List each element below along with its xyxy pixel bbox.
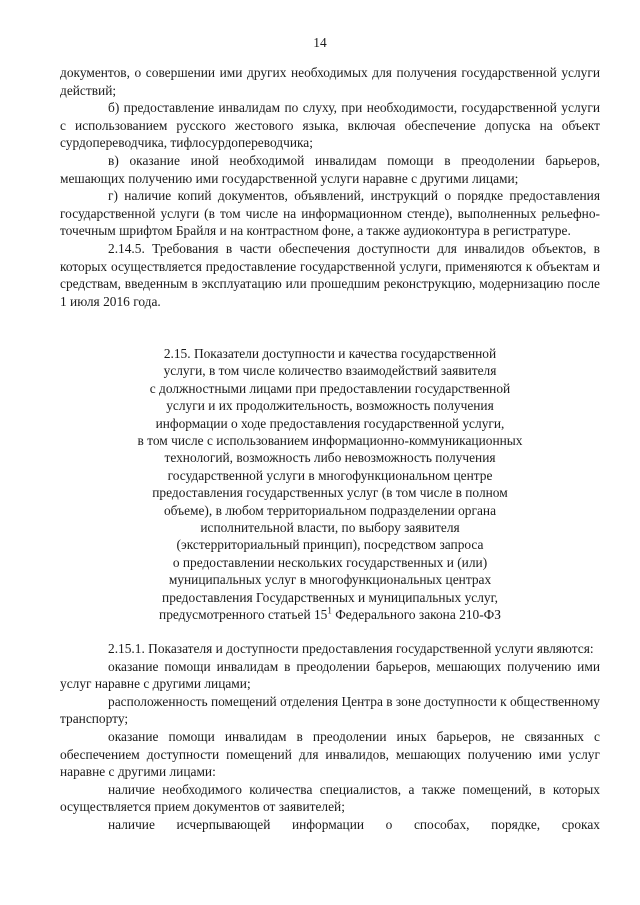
paragraph: наличие необходимого количества специалистов, а также помещений, в которых осуществляется прием документов от заявителей; xyxy=(60,781,600,815)
heading-line: предоставления государственных услуг (в том числе в полном xyxy=(152,485,508,501)
paragraph: г) наличие копий документов, объявлений, инструкций о порядке предоставления государственной услуги (в том числе на информационном стенде), выполненных рельефно-точечным шрифтом Брайля и на контрастном фоне, а также аудиоконтура в регистратуре. xyxy=(60,188,600,239)
paragraph: 2.14.5. Требования в части обеспечения доступности для инвалидов объектов, в которых осуществляется предоставление государственной услуги, применяются к объектам и средствам, введенным в эксплуатацию или прошедшим реконструкцию, модернизацию после 1 июля 2016 года. xyxy=(60,240,600,309)
heading-line: государственной услуги в многофункциональном центре xyxy=(167,467,493,483)
heading-line: технологий, возможность либо невозможность получения xyxy=(164,450,496,466)
heading-line: с должностными лицами при предоставлении государственной xyxy=(149,380,511,396)
paragraph: расположенность помещений отделения Центра в зоне доступности к общественному транспорту; xyxy=(60,693,600,727)
heading-line: 2.15. Показатели доступности и качества государственной xyxy=(163,346,497,361)
heading-line: информации о ходе предоставления государственной услуги, xyxy=(155,415,505,431)
heading-line: предоставления Государственных и муниципальных услуг, xyxy=(162,589,498,605)
section-heading xyxy=(70,345,590,624)
paragraph: оказание помощи инвалидам в преодолении барьеров, мешающих получению ими услуг наравне с другими лицами; xyxy=(60,658,600,692)
heading-line: исполнительной власти, по выбору заявителя xyxy=(200,520,460,536)
heading-last-after: Федерального закона 210-ФЗ xyxy=(331,607,501,623)
heading-line: муниципальных услуг в многофункциональных центрах xyxy=(168,572,492,588)
page-number: 14 xyxy=(313,35,327,50)
paragraph: 2.15.1. Показателя и доступности предоставления государственной услуги являются: xyxy=(108,641,594,656)
heading-line: (экстерриториальный принцип), посредством запроса xyxy=(176,537,484,553)
bottom-section xyxy=(60,640,600,834)
heading-line: о предоставлении нескольких государственных и (или) xyxy=(172,554,488,570)
footnote-superscript: 1 xyxy=(327,605,332,616)
heading-line: услуги, в том числе количество взаимодействий заявителя xyxy=(163,363,497,379)
paragraph: наличие исчерпывающей информации о способах, порядке, сроках xyxy=(108,816,600,832)
heading-line: объеме), в любом территориальном подразделении органа xyxy=(163,502,497,518)
heading-line: услуги и их продолжительность, возможность получения xyxy=(166,398,494,414)
heading-line: в том числе с использованием информационно-коммуникационных xyxy=(137,433,523,449)
paragraph: документов, о совершении ими других необходимых для получения государственной услуги действий; xyxy=(60,65,600,98)
paragraph: б) предоставление инвалидам по слуху, при необходимости, государственной услуги с использованием русского жестового языка, включая обеспечение допуска на объект сурдопереводчика, тифлосурдопереводчика; xyxy=(60,100,600,151)
heading-line-last xyxy=(70,606,590,623)
heading-last-before: предусмотренного статьей 15 xyxy=(159,607,328,623)
paragraph: оказание помощи инвалидам в преодолении иных барьеров, не связанных с обеспечением доступности помещений для инвалидов, мешающих получению ими услуг наравне с другими лицами: xyxy=(60,728,600,780)
top-section xyxy=(60,64,600,310)
paragraph: в) оказание иной необходимой инвалидам помощи в преодолении барьеров, мешающих получению ими государственной услуги наравне с другими лицами; xyxy=(60,152,600,186)
